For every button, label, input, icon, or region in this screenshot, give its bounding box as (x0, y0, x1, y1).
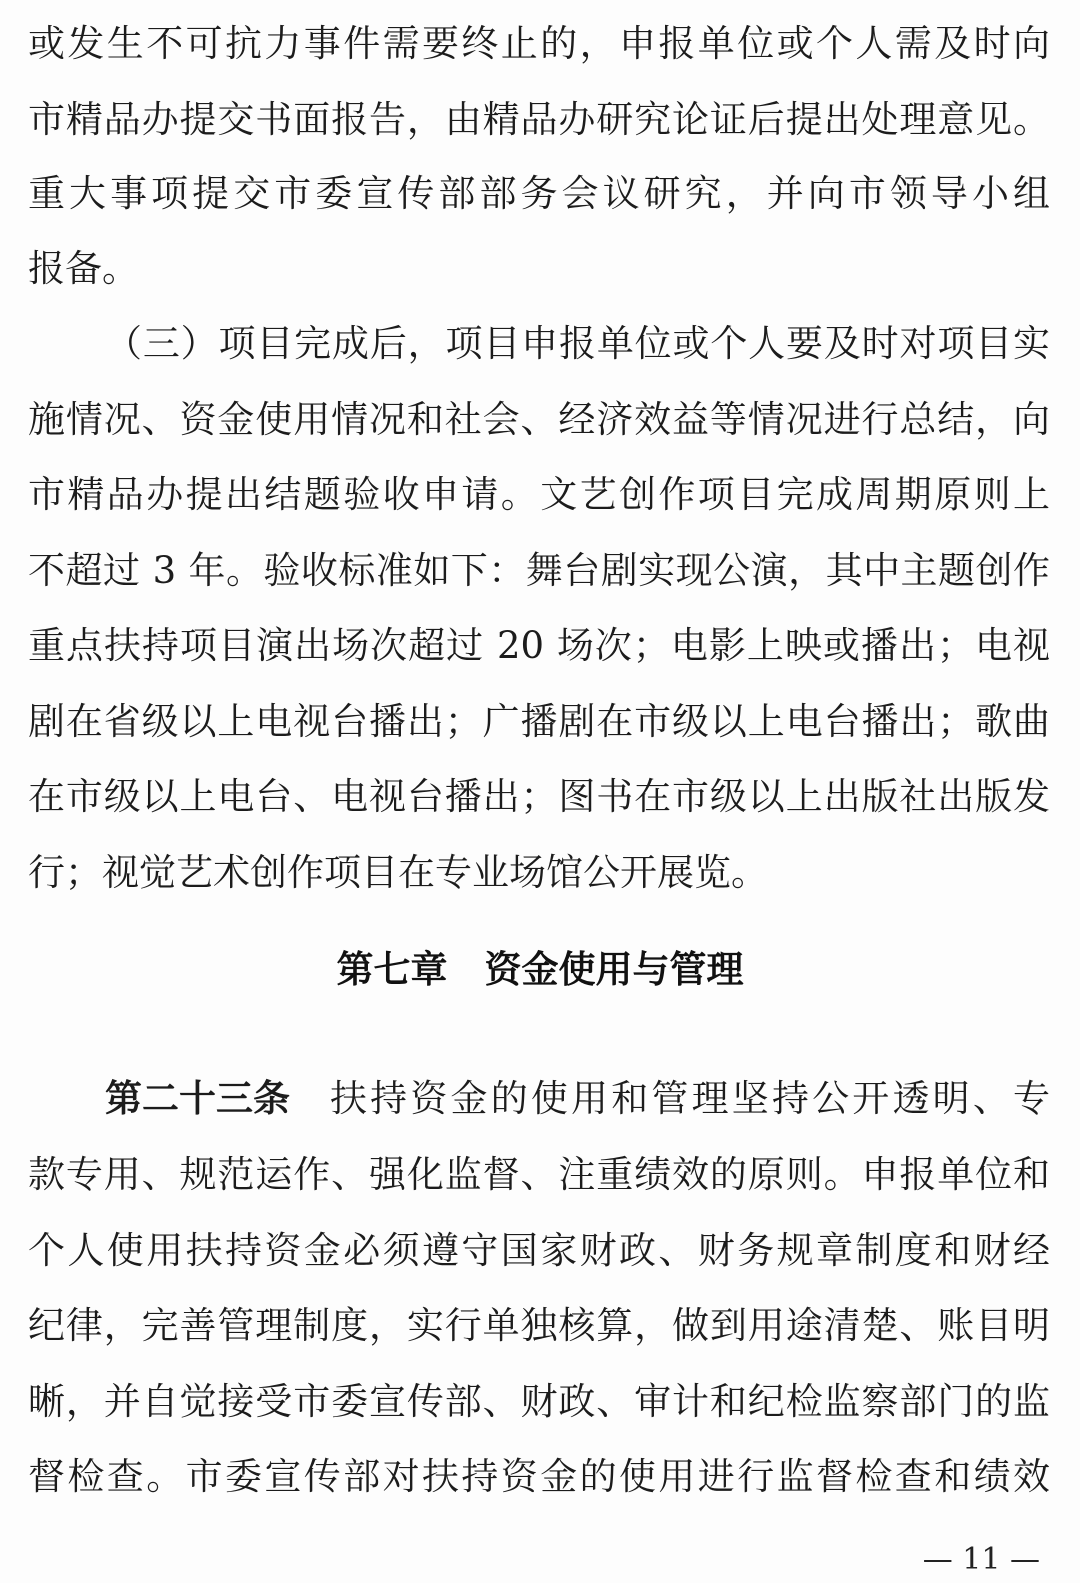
text-line: （三）项目完成后，项目申报单位或个人要及时对项目实 (105, 322, 1050, 365)
text-line: 市精品办提交书面报告，由精品办研究论证后提出处理意见。 (28, 98, 1050, 141)
text-line: 款专用、规范运作、强化监督、注重绩效的原则。申报单位和 (28, 1153, 1050, 1196)
text-line: 施情况、资金使用情况和社会、经济效益等情况进行总结，向 (28, 398, 1050, 441)
text-line: 重点扶持项目演出场次超过 20 场次；电影上映或播出；电视 (28, 624, 1050, 667)
article-first-line (105, 1073, 1050, 1125)
chapter-heading: 第七章 资金使用与管理 (336, 948, 744, 991)
text-line: 个人使用扶持资金必须遵守国家财政、财务规章制度和财经 (28, 1229, 1050, 1272)
text-line: 行；视觉艺术创作项目在专业场馆公开展览。 (28, 851, 768, 894)
text-line: 或发生不可抗力事件需要终止的，申报单位或个人需及时向 (28, 22, 1050, 65)
text-line: 市精品办提出结题验收申请。文艺创作项目完成周期原则上 (28, 473, 1050, 516)
text-line: 报备。 (28, 247, 139, 290)
text-line: 纪律，完善管理制度，实行单独核算，做到用途清楚、账目明 (28, 1304, 1050, 1347)
text-line: 剧在省级以上电视台播出；广播剧在市级以上电台播出；歌曲 (28, 700, 1050, 743)
text-line: 不超过 3 年。验收标准如下：舞台剧实现公演，其中主题创作 (28, 549, 1050, 592)
page-number: — 11 — (922, 1542, 1040, 1577)
text-line: 扶持资金的使用和管理坚持公开透明、专 (330, 1077, 1050, 1120)
text-line: 在市级以上电台、电视台播出；图书在市级以上出版社出版发 (28, 775, 1050, 818)
text-line: 督检查。市委宣传部对扶持资金的使用进行监督检查和绩效 (28, 1455, 1050, 1498)
article-title: 第二十三条 (105, 1077, 290, 1120)
text-line: 重大事项提交市委宣传部部务会议研究，并向市领导小组 (28, 172, 1050, 215)
text-line: 晰，并自觉接受市委宣传部、财政、审计和纪检监察部门的监 (28, 1380, 1050, 1423)
